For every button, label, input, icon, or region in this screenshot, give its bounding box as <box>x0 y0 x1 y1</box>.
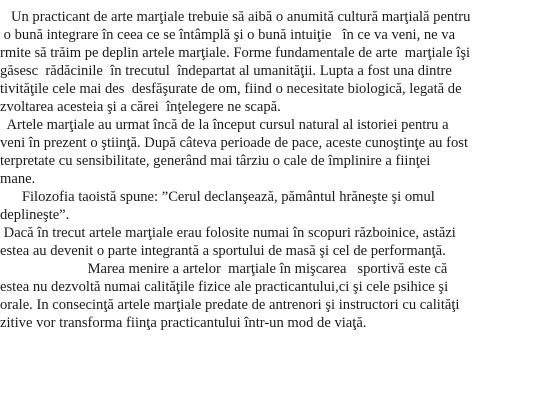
text-line: mane. <box>0 171 36 187</box>
text-line: deplineşte”. <box>0 207 70 223</box>
text-line: terpretate cu sensibilitate, generând mai târziu o cale de împlinire a fiinţei <box>0 153 431 169</box>
text-line: găsesc rădăcinile în trecutul îndepartat al umanităţii. Lupta a fost una dintre <box>0 63 452 79</box>
text-line: estea nu dezvoltă numai calităţile fizice ale practicantului,ci şi cele psihice şi <box>0 279 449 295</box>
text-line: Filozofia taoistă spune: ”Cerul declanşează, pământul hrăneşte şi omul <box>0 189 435 205</box>
text-line: rmite să trăim pe deplin artele marţiale. Forme fundamentale de arte marţiale îşi <box>0 45 471 61</box>
text-line: zitive vor transforma fiinţa practicantului într-un mod de viaţă. <box>0 315 367 331</box>
text-line: Artele marţiale au urmat încă de la început cursul natural al istoriei pentru a <box>0 117 449 133</box>
text-line: Dacă în trecut artele marţiale erau folosite numai în scopuri războinice, astăzi <box>0 225 456 241</box>
text-line: o bună integrare în ceea ce se întâmplă şi o bună intuiţie în ce va veni, ne va <box>0 27 456 43</box>
text-line: veni în prezent o ştiinţă. După câteva perioade de pace, aceste cunoştinţe au fost <box>0 135 469 151</box>
text-line: zvoltarea acesteia şi a cărei înţelegere ne scapă. <box>0 99 281 115</box>
text-line: tivităţile cele mai des desfăşurate de om, fiind o necesitate biologică, legată de <box>0 81 462 97</box>
text-line: Marea menire a artelor marţiale în mişcarea sportivă este că <box>0 261 448 277</box>
text-line: Un practicant de arte marţiale trebuie să aibă o anumită cultură marţială pentru <box>0 9 471 25</box>
text-line: estea au devenit o parte integrantă a sportului de masă şi cel de performanţă. <box>0 243 446 259</box>
text-line: orale. In consecinţă artele marţiale predate de antrenori şi instructori cu calităţi <box>0 297 460 313</box>
